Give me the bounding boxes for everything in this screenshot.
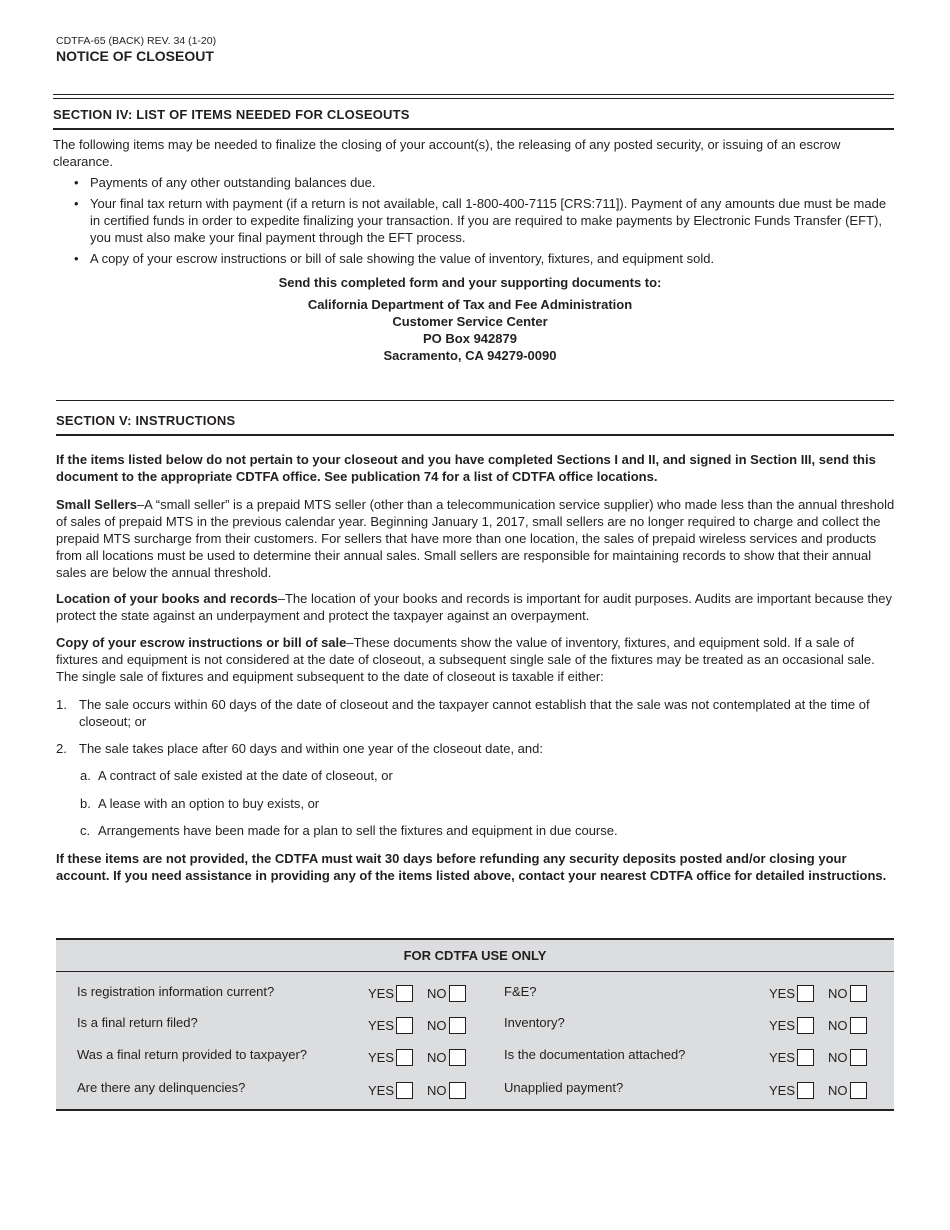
books-records-paragraph: [56, 590, 896, 624]
lettered-item-text: A contract of sale existed at the date of closeout, or: [98, 768, 393, 783]
section-v-intro: If the items listed below do not pertain to your closeout and you have completed Sections I and II, and signed in Section III, send this document to the appropriate CDTFA office. See publication 74 for a list of CDTFA office locations.: [56, 452, 876, 484]
small-sellers-term: Small Sellers: [56, 497, 137, 512]
escrow-paragraph: [56, 634, 896, 685]
small-sellers-paragraph: [56, 496, 896, 581]
yes-checkbox[interactable]: [797, 1017, 814, 1034]
books-records-term: Location of your books and records: [56, 591, 278, 606]
no-checkbox[interactable]: [850, 1049, 867, 1066]
numbered-item-label: 1.: [56, 697, 67, 712]
no-label: NO: [828, 986, 848, 1001]
yes-no-group: [368, 985, 466, 1002]
no-checkbox[interactable]: [850, 985, 867, 1002]
no-checkbox[interactable]: [449, 1082, 466, 1099]
yes-label: YES: [769, 986, 796, 1001]
yes-label: YES: [368, 1018, 395, 1033]
no-label: NO: [427, 1083, 447, 1098]
lettered-item-label: b.: [80, 796, 91, 811]
yes-label: YES: [769, 1050, 796, 1065]
no-checkbox[interactable]: [449, 1017, 466, 1034]
no-label: NO: [828, 1083, 848, 1098]
address-line-1: California Department of Tax and Fee Administration: [307, 297, 633, 312]
yes-label: YES: [769, 1083, 796, 1098]
yes-label: YES: [368, 1050, 395, 1065]
no-checkbox[interactable]: [850, 1017, 867, 1034]
bullet-item: • A copy of your escrow instructions or bill of sale showing the value of inventory, fixtures, and equipment sold.: [72, 250, 892, 267]
yes-checkbox[interactable]: [396, 1082, 413, 1099]
no-label: NO: [427, 1050, 447, 1065]
office-question: Inventory?: [504, 1015, 565, 1030]
yes-checkbox[interactable]: [797, 1082, 814, 1099]
yes-label: YES: [368, 986, 395, 1001]
yes-checkbox[interactable]: [797, 985, 814, 1002]
yes-no-group: [769, 1017, 867, 1034]
lettered-item-label: a.: [80, 768, 91, 783]
lettered-item: [0, 795, 950, 815]
numbered-item-text: The sale occurs within 60 days of the date of closeout and the taxpayer cannot establish that the sale was not contemplated at the time of closeout; or: [79, 697, 870, 729]
section-iv-heading-rule: [53, 128, 894, 130]
office-use-panel: [56, 938, 894, 1111]
bullet-item: • Payments of any other outstanding balances due.: [72, 174, 892, 191]
office-use-heading: FOR CDTFA USE ONLY: [56, 940, 894, 972]
yes-checkbox[interactable]: [396, 985, 413, 1002]
section-v-heading: SECTION V: INSTRUCTIONS: [56, 413, 236, 428]
yes-checkbox[interactable]: [396, 1017, 413, 1034]
numbered-item: [0, 740, 950, 760]
small-sellers-text: –A “small seller” is a prepaid MTS seller (other than a telecommunication service supplier) who made less than the annual threshold of sales of prepaid MTS in the previous calendar year. Beginning January 1, 2017, small sellers are no longer required to charge and collect the prepaid MTS surcharge from their customers. For sellers that have more than one location, the sales of prepaid wireless services and products from all locations must be used to determine their annual sales. Small sellers are responsible for maintaining records to show that their annual sales are below the annual threshold.: [56, 497, 895, 580]
yes-no-group: [769, 1082, 867, 1099]
section-iv-top-rule-2: [53, 98, 894, 99]
no-label: NO: [427, 986, 447, 1001]
numbered-item-label: 2.: [56, 741, 67, 756]
office-question: F&E?: [504, 984, 537, 999]
no-checkbox[interactable]: [850, 1082, 867, 1099]
numbered-item: [0, 696, 950, 736]
lettered-item: [0, 767, 950, 787]
yes-no-group: [368, 1082, 466, 1099]
yes-checkbox[interactable]: [396, 1049, 413, 1066]
closing-notice: If these items are not provided, the CDTFA must wait 30 days before refunding any security deposits posted and/or closing your account. If you need assistance in providing any of the items listed above, contact your nearest CDTFA office for detailed instructions.: [56, 851, 887, 883]
form-number: CDTFA-65 (BACK) REV. 34 (1-20): [56, 35, 217, 47]
yes-no-group: [368, 1017, 466, 1034]
yes-no-group: [769, 1049, 867, 1066]
section-v-top-rule: [56, 400, 894, 401]
no-label: NO: [427, 1018, 447, 1033]
escrow-text: –These documents show the value of inventory, fixtures, and equipment sold. If a sale of fixtures and equipment is not considered at the date of closeout, a subsequent single sale of the fixtures may be treated as an occasional sale. The single sale of fixtures and equipment subsequent to the date of closeout is taxable if either:: [56, 635, 875, 684]
no-label: NO: [828, 1018, 848, 1033]
yes-no-group: [769, 985, 867, 1002]
office-question: Unapplied payment?: [504, 1080, 624, 1095]
yes-no-group: [368, 1049, 466, 1066]
section-iv-intro: The following items may be needed to finalize the closing of your account(s), the releasing of any posted security, or issuing of an escrow clearance.: [53, 137, 841, 169]
books-records-text: –The location of your books and records is important for audit purposes. Audits are important because they protect the state against an underpayment and protect the taxpayer against an overpayment.: [56, 591, 892, 623]
address-line-3: PO Box 942879: [423, 331, 517, 346]
bullet-item: • Your final tax return with payment (if a return is not available, call 1-800-400-7115 [CRS:711]). Payment of any amounts due must be made in certified funds in order to expedite finalizing your transaction. If you are required to make payments by Electronic Funds Transfer (EFT), you must also make your final payment through the EFT process.: [72, 195, 892, 246]
office-question: Is a final return filed?: [77, 1015, 198, 1030]
section-iv-top-rule-1: [53, 94, 894, 95]
office-question: Is registration information current?: [77, 984, 275, 999]
lettered-item-text: Arrangements have been made for a plan to sell the fixtures and equipment in due course.: [98, 823, 618, 838]
lettered-item-label: c.: [80, 823, 91, 838]
lettered-item-text: A lease with an option to buy exists, or: [98, 796, 320, 811]
section-iv-heading: SECTION IV: LIST OF ITEMS NEEDED FOR CLOSEOUTS: [53, 107, 410, 122]
no-label: NO: [828, 1050, 848, 1065]
office-question: Are there any delinquencies?: [77, 1080, 246, 1095]
yes-label: YES: [368, 1083, 395, 1098]
form-title: NOTICE OF CLOSEOUT: [56, 48, 214, 64]
yes-label: YES: [769, 1018, 796, 1033]
numbered-item-text: The sale takes place after 60 days and within one year of the closeout date, and:: [79, 741, 543, 756]
section-iv-bullet-list: [72, 174, 892, 271]
office-question: Was a final return provided to taxpayer?: [77, 1047, 308, 1062]
lettered-item: [0, 822, 950, 842]
address-line-4: Sacramento, CA 94279-0090: [383, 348, 557, 363]
yes-checkbox[interactable]: [797, 1049, 814, 1066]
no-checkbox[interactable]: [449, 1049, 466, 1066]
escrow-term: Copy of your escrow instructions or bill of sale: [56, 635, 347, 650]
no-checkbox[interactable]: [449, 985, 466, 1002]
send-to-instruction: Send this completed form and your supporting documents to:: [278, 275, 662, 290]
office-question: Is the documentation attached?: [504, 1047, 686, 1062]
address-line-2: Customer Service Center: [392, 314, 548, 329]
section-v-heading-rule: [56, 434, 894, 436]
